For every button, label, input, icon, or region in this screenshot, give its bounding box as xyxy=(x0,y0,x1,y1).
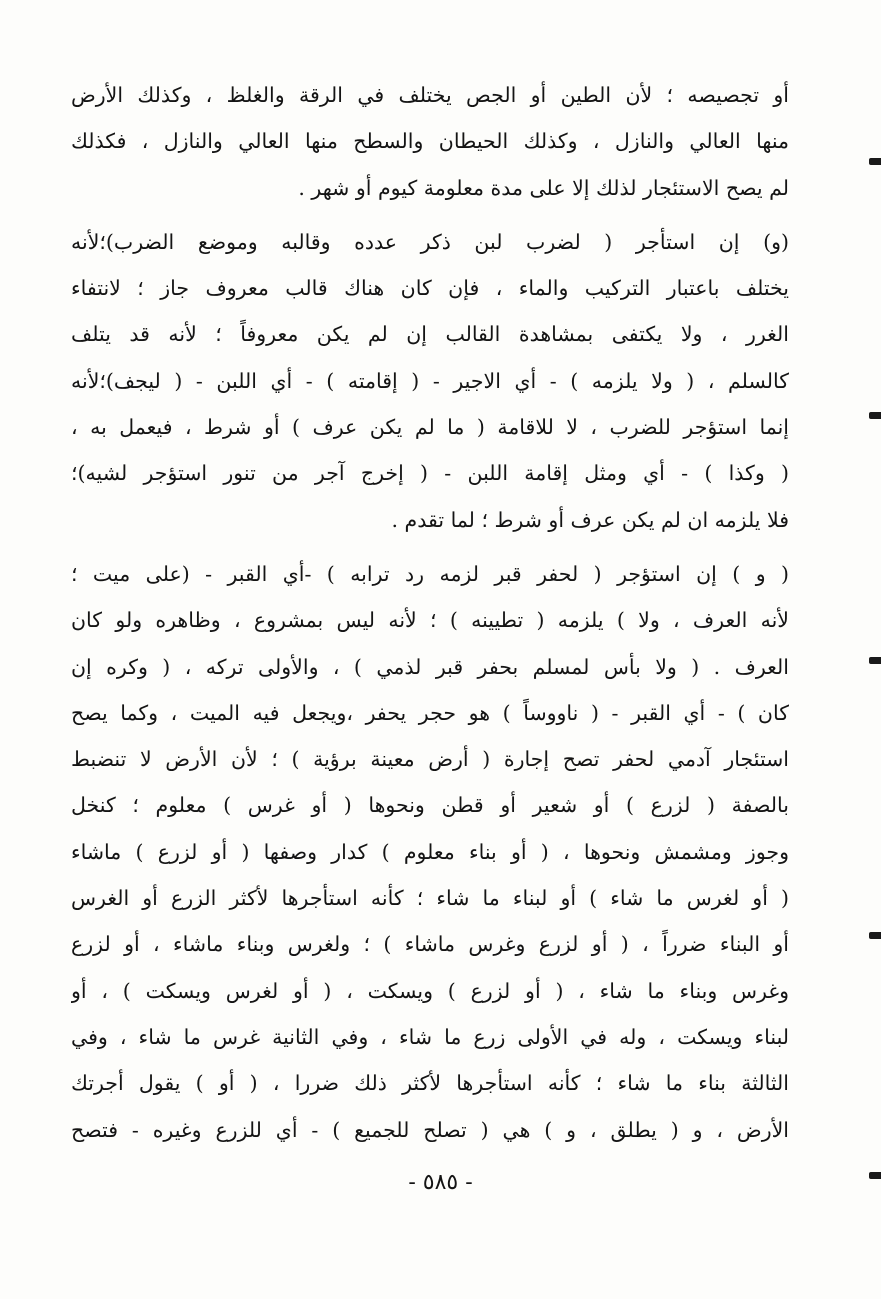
text-line: ( و ) إن استؤجر ( لحفر قبر لزمه رد ترابه ) -أي القبر - (على ميت ؛ xyxy=(71,561,789,586)
text-line: استئجار آدمي لحفر تصح إجارة ( أرض معينة برؤية ) ؛ لأن الأرض لا تنضبط xyxy=(71,747,789,772)
margin-scan-mark xyxy=(869,932,881,939)
text-line: وجوز ومشمش ونحوها ، ( أو بناء معلوم ) كدار وصفها ( أو لزرع ) ماشاء xyxy=(71,839,789,864)
text-line: الغرر ، ولا يكتفى بمشاهدة القالب إن لم يكن معروفاً ؛ لأنه قد يتلف xyxy=(71,322,789,347)
text-line: الأرض ، و ( يطلق ، و ) هي ( تصلح للجميع ) - أي للزرع وغيره - فتصح xyxy=(71,1117,789,1142)
margin-scan-mark xyxy=(869,657,881,664)
paragraph-3 xyxy=(71,551,789,1153)
text-line: أو البناء ضرراً ، ( أو لزرع وغرس ماشاء ) ؛ ولغرس وبناء ماشاء ، أو لزرع xyxy=(71,932,789,957)
page-number: - ٥٨٥ - xyxy=(408,1170,473,1195)
text-line: العرف . ( ولا بأس لمسلم بحفر قبر لذمي ) ، والأولى تركه ، ( وكره إن xyxy=(71,654,789,679)
main-text xyxy=(71,72,789,1153)
text-line: كان ) - أي القبر - ( ناووساً ) هو حجر يحفر ،ويجعل فيه الميت ، وكما يصح xyxy=(71,700,789,725)
text-line: لم يصح الاستئجار لذلك إلا على مدة معلومة كيوم أو شهر . xyxy=(298,175,789,200)
paragraph-gap xyxy=(71,543,789,551)
text-line: بالصفة ( لزرع ) أو شعير أو قطن ونحوها ( أو غرس ) معلوم ؛ كنخل xyxy=(71,793,789,818)
paragraph-2 xyxy=(71,219,789,543)
text-line: ( أو لغرس ما شاء ) أو لبناء ما شاء ؛ كأنه استأجرها لأكثر الزرع أو الغرس xyxy=(71,886,789,911)
text-line: لأنه العرف ، ولا ) يلزمه ( تطيينه ) ؛ لأنه ليس بمشروع ، وظاهره ولو كان xyxy=(71,608,789,633)
text-line: لبناء ويسكت ، وله في الأولى زرع ما شاء ، وفي الثانية غرس ما شاء ، وفي xyxy=(71,1024,789,1049)
text-line: فلا يلزمه ان لم يكن عرف أو شرط ؛ لما تقدم . xyxy=(391,507,789,532)
text-line: كالسلم ، ( ولا يلزمه ) - أي الاجير - ( إقامته ) - أي اللبن - ( ليجف)؛لأنه xyxy=(71,368,789,393)
margin-scan-mark xyxy=(869,158,881,165)
text-line: منها العالي والنازل ، وكذلك الحيطان والسطح منها العالي والنازل ، فكذلك xyxy=(71,129,789,154)
text-line: الثالثة بناء ما شاء ؛ كأنه استأجرها لأكثر ذلك ضررا ، ( أو ) يقول أجرتك xyxy=(71,1071,789,1096)
margin-scan-mark xyxy=(869,412,881,419)
paragraph-gap xyxy=(71,211,789,219)
text-line: يختلف باعتبار التركيب والماء ، فإن كان هناك قالب معروف جاز ؛ لانتفاء xyxy=(71,276,789,301)
text-line: أو تجصيصه ؛ لأن الطين أو الجص يختلف في الرقة والغلظ ، وكذلك الأرض xyxy=(71,83,789,107)
paragraph-1 xyxy=(71,72,789,211)
text-line: ( وكذا ) - أي ومثل إقامة اللبن - ( إخرج آجر من تنور استؤجر لشيه)؛ xyxy=(71,461,789,486)
text-line: وغرس وبناء ما شاء ، ( أو لزرع ) ويسكت ، ( أو لغرس ويسكت ) ، أو xyxy=(71,978,789,1003)
text-line: (و) إن استأجر ( لضرب لبن ذكر عدده وقالبه وموضع الضرب)؛لأنه xyxy=(71,229,789,254)
margin-scan-mark xyxy=(869,1172,881,1179)
text-line: إنما استؤجر للضرب ، لا للاقامة ( ما لم يكن عرف ) أو شرط ، فيعمل به ، xyxy=(71,415,789,440)
